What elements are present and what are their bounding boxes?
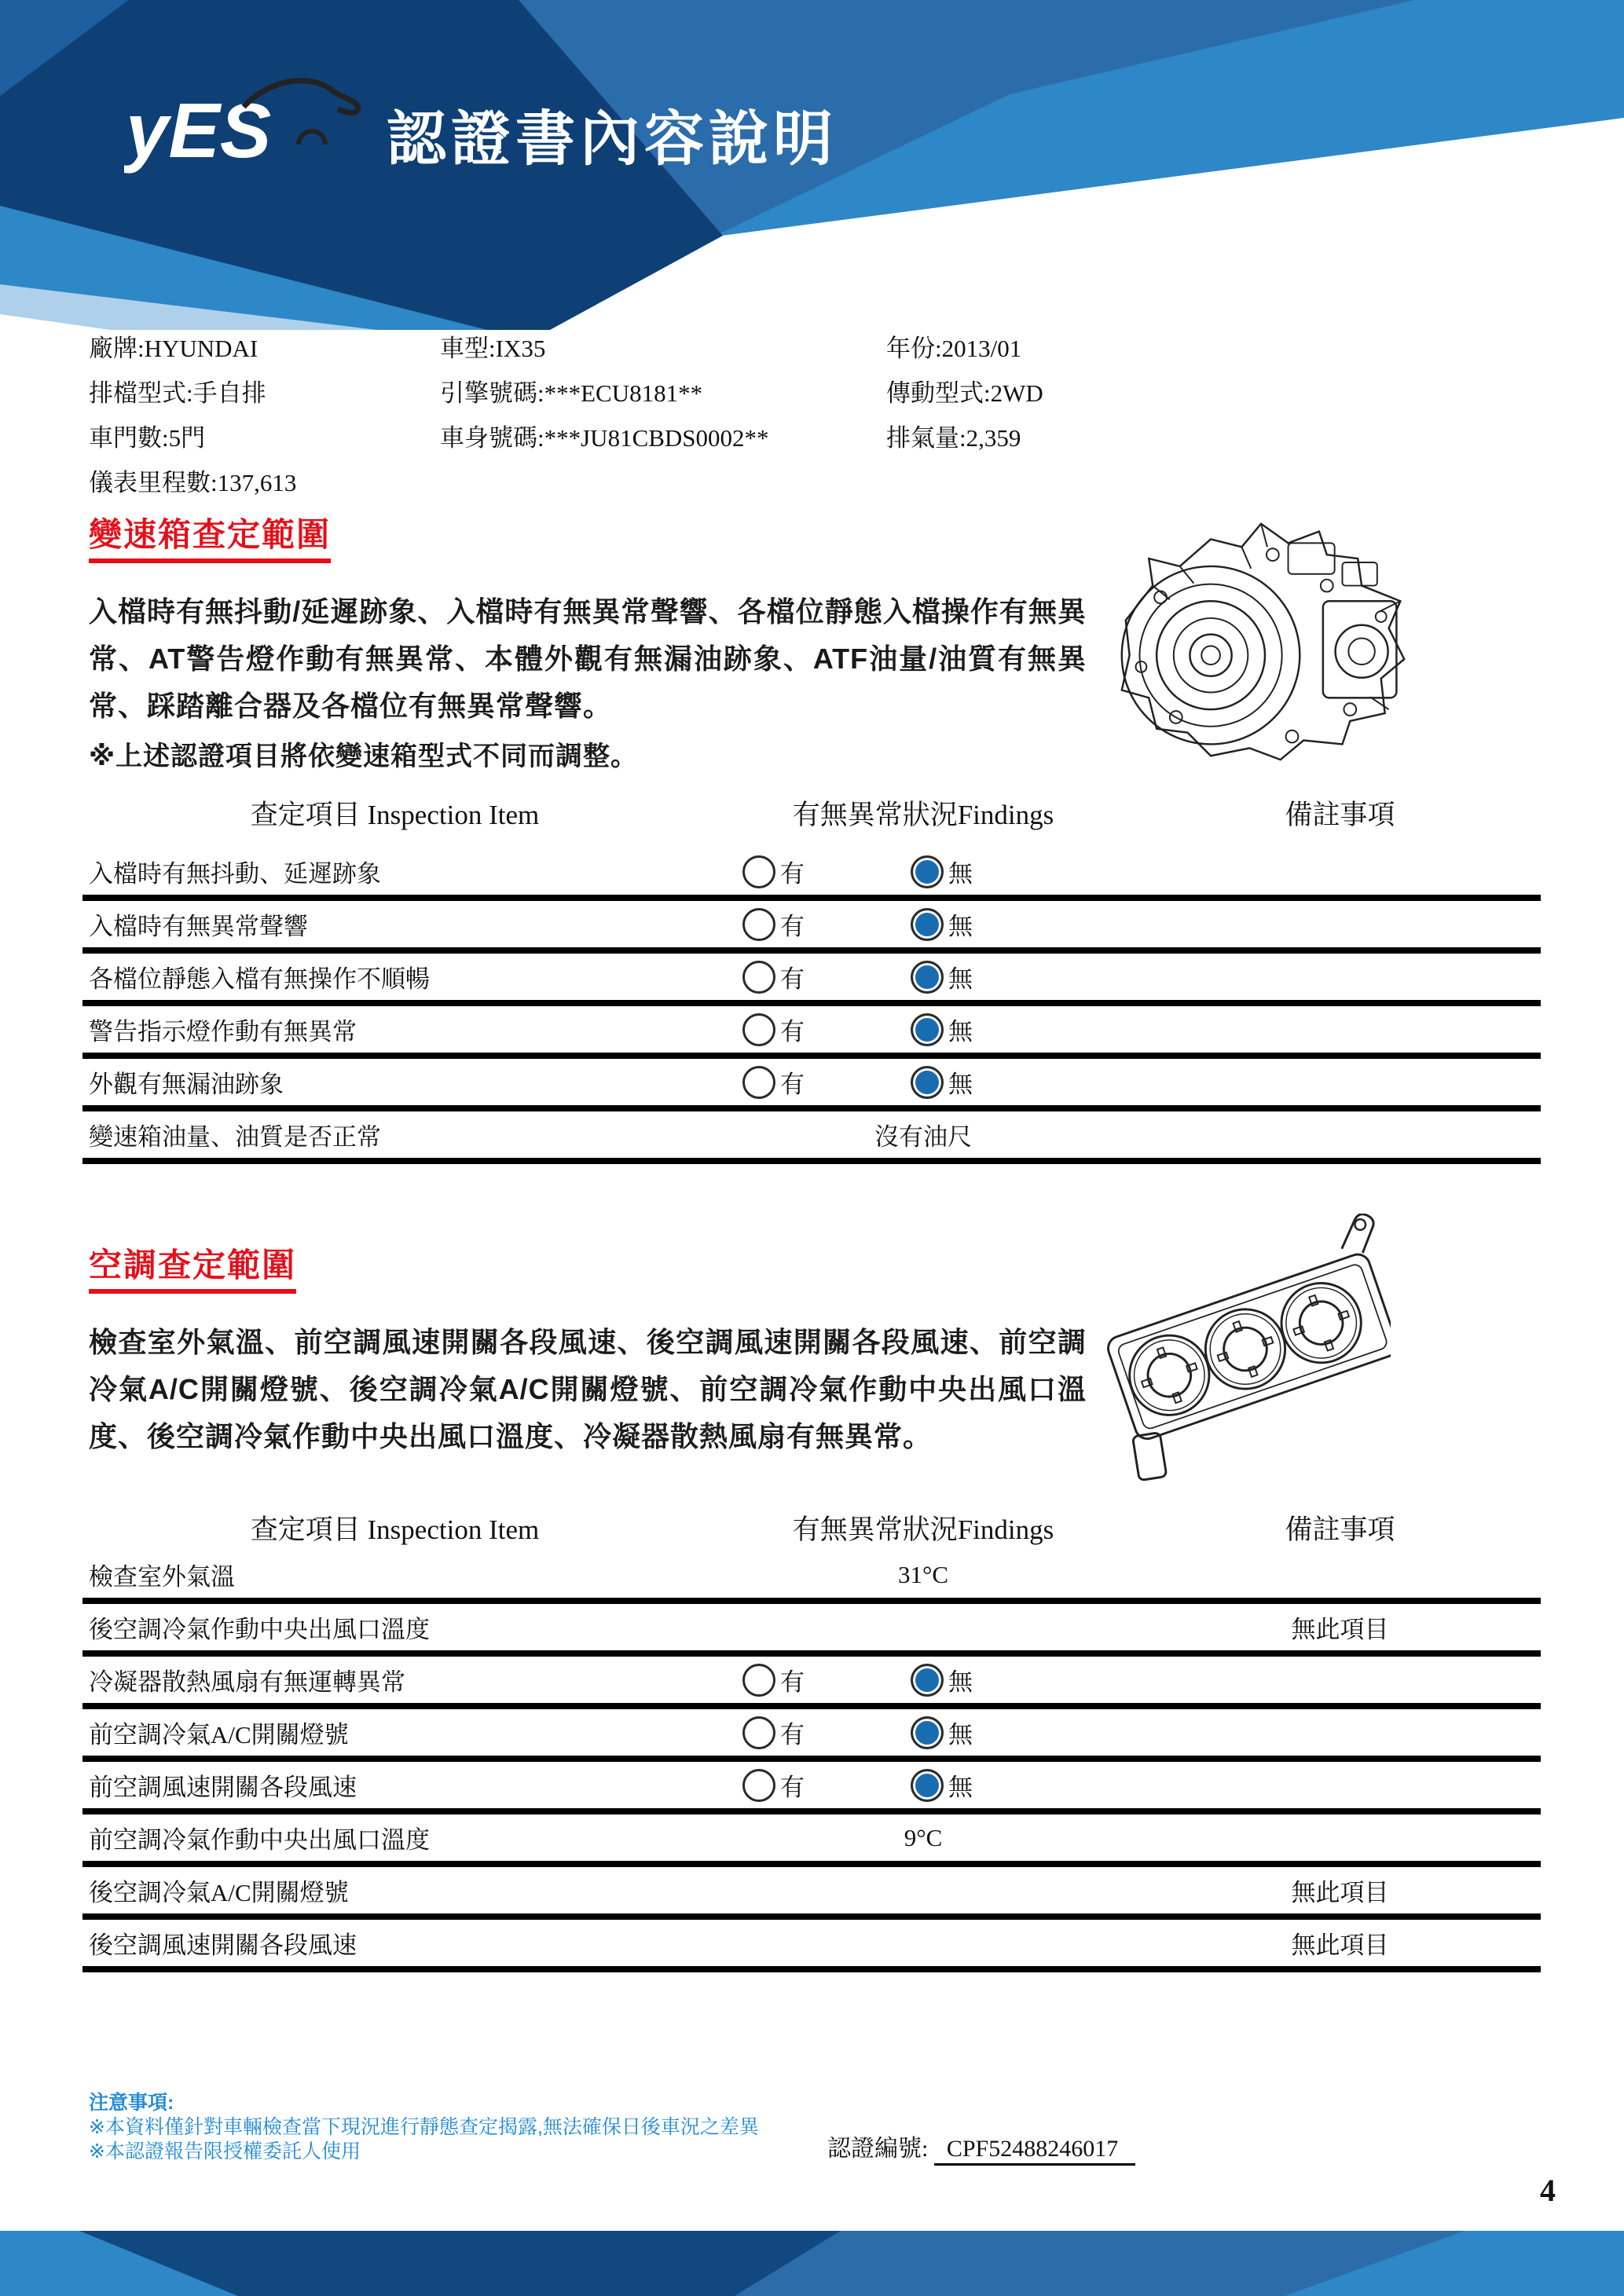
gearbox-type-field: 排檔型式:手自排 (89, 379, 266, 407)
inspection-item-label: 前空調冷氣A/C開關燈號 (89, 1721, 349, 1749)
ac-table (82, 1504, 1541, 1972)
header-findings: 有無異常狀況Findings (792, 1514, 1054, 1545)
inspection-item-label: 變速箱油量、油質是否正常 (89, 1123, 381, 1151)
inspection-item-label: 前空調風速開關各段風速 (89, 1774, 357, 1801)
drive-type-field: 傳動型式:2WD (886, 379, 1043, 407)
finding-value: 9°C (904, 1823, 943, 1851)
logo-text: yES (126, 87, 272, 174)
radio-selected-icon[interactable] (911, 1769, 944, 1802)
radio-option-no[interactable] (911, 906, 973, 942)
transmission-section-title: 變速箱查定範圍 (89, 509, 331, 563)
table-row (82, 1006, 1541, 1059)
certificate-number-line (827, 2129, 1135, 2163)
transmission-section-description: 入檔時有無抖動/延遲跡象、入檔時有無異常聲響、各檔位靜態入檔操作有無異常、AT警告燈作動有無異常、本體外觀有無漏油跡象、ATF油量/油質有無異常、踩踏離合器及各檔位有無異常聲響。 (89, 595, 1087, 722)
radio-yes-label: 有 (780, 965, 805, 993)
header-notes: 備註事項 (1285, 800, 1395, 830)
transmission-table (82, 778, 1541, 1164)
radio-no-label: 無 (948, 913, 973, 940)
radio-yes-label: 有 (780, 1774, 805, 1801)
radio-no-label: 無 (948, 1668, 973, 1696)
header-inspection-item: 查定項目 Inspection Item (250, 1514, 540, 1545)
radio-option-yes[interactable] (742, 959, 805, 994)
attention-notes (89, 2091, 759, 2164)
door-count-field: 車門數:5門 (89, 424, 206, 452)
vehicle-info-row (89, 368, 1550, 413)
inspection-item-label: 後空調冷氣A/C開關燈號 (89, 1879, 349, 1906)
ac-control-panel-illustration (1100, 1214, 1391, 1485)
header-findings: 有無異常狀況Findings (792, 800, 1054, 830)
vin-field: 車身號碼:***JU81CBDS0002** (440, 424, 769, 452)
radio-selected-icon[interactable] (911, 1664, 944, 1697)
radio-unselected-icon[interactable] (742, 1066, 775, 1099)
transmission-section-note: ※上述認證項目將依變速箱型式不同而調整。 (89, 742, 639, 771)
attention-notes-title: 注意事項: (89, 2092, 174, 2114)
vehicle-info-row (89, 413, 1550, 458)
vehicle-info (89, 324, 1550, 503)
radio-unselected-icon[interactable] (742, 855, 775, 888)
radio-yes-label: 有 (780, 1721, 805, 1749)
table-header-row (82, 1504, 1541, 1551)
table-row (82, 1657, 1541, 1709)
model-field: 車型:IX35 (440, 335, 546, 362)
inspection-item-label: 入檔時有無異常聲響 (89, 913, 308, 940)
table-row (82, 954, 1541, 1006)
inspection-item-label: 前空調冷氣作動中央出風口溫度 (89, 1826, 430, 1854)
note-value: 無此項目 (1291, 1879, 1389, 1906)
radio-option-no[interactable] (911, 854, 973, 889)
radio-unselected-icon[interactable] (742, 908, 775, 941)
finding-value: 沒有油尺 (874, 1123, 972, 1151)
ac-section (89, 1240, 1087, 1460)
radio-no-label: 無 (948, 1721, 973, 1749)
inspection-item-label: 各檔位靜態入檔有無操作不順暢 (89, 965, 430, 993)
radio-no-label: 無 (948, 1774, 973, 1801)
table-row (82, 1867, 1541, 1920)
table-row (82, 1920, 1541, 1972)
brand-field: 廠牌:HYUNDAI (89, 335, 258, 362)
radio-option-no[interactable] (911, 959, 973, 994)
radio-no-label: 無 (948, 860, 973, 888)
ac-section-description: 檢查室外氣溫、前空調風速開關各段風速、後空調風速開關各段風速、前空調冷氣A/C開關燈號、後空調冷氣A/C開關燈號、前空調冷氣作動中央出風口溫度、後空調冷氣作動中央出風口溫度、冷凝器散熱風扇有無異常。 (89, 1326, 1087, 1452)
transmission-illustration (1092, 512, 1438, 767)
inspection-item-label: 入檔時有無抖動、延遲跡象 (89, 860, 381, 888)
radio-yes-label: 有 (780, 1668, 805, 1696)
radio-no-label: 無 (948, 965, 973, 993)
radio-unselected-icon[interactable] (742, 961, 775, 994)
radio-option-yes[interactable] (742, 1715, 805, 1750)
inspection-item-label: 檢查室外氣溫 (89, 1563, 235, 1591)
attention-note-line: ※本資料僅針對車輛檢查當下現況進行靜態查定揭露,無法確保日後車況之差異 (89, 2116, 759, 2138)
radio-option-yes[interactable] (742, 1012, 805, 1047)
page-title: 認證書內容說明 (387, 106, 838, 173)
ac-section-title: 空調查定範圍 (89, 1240, 296, 1294)
note-value: 無此項目 (1291, 1932, 1389, 1959)
certificate-number-value: CPF52488246017 (934, 2136, 1135, 2166)
radio-unselected-icon[interactable] (742, 1664, 775, 1697)
radio-option-yes[interactable] (742, 1662, 805, 1697)
table-row (82, 848, 1541, 901)
bottom-banner (0, 2231, 1624, 2296)
radio-option-no[interactable] (911, 1012, 973, 1047)
table-row (82, 1551, 1541, 1604)
top-banner (0, 0, 1624, 330)
radio-selected-icon[interactable] (911, 961, 944, 994)
transmission-section (89, 509, 1087, 773)
radio-selected-icon[interactable] (911, 908, 944, 941)
note-value: 無此項目 (1291, 1616, 1389, 1643)
radio-option-yes[interactable] (742, 854, 805, 889)
finding-value: 31°C (897, 1560, 949, 1588)
inspection-item-label: 後空調冷氣作動中央出風口溫度 (89, 1616, 430, 1643)
radio-option-yes[interactable] (742, 1767, 805, 1803)
attention-note-line: ※本認證報告限授權委託人使用 (89, 2140, 361, 2162)
radio-yes-label: 有 (780, 1071, 805, 1098)
radio-selected-icon[interactable] (911, 1013, 944, 1046)
radio-yes-label: 有 (780, 860, 805, 888)
radio-unselected-icon[interactable] (742, 1013, 775, 1046)
radio-no-label: 無 (948, 1071, 973, 1098)
vehicle-info-row (89, 458, 1550, 503)
engine-number-field: 引擎號碼:***ECU8181** (440, 379, 703, 407)
radio-option-no[interactable] (911, 1715, 973, 1750)
radio-option-yes[interactable] (742, 906, 805, 942)
radio-yes-label: 有 (780, 1018, 805, 1045)
inspection-item-label: 外觀有無漏油跡象 (89, 1071, 284, 1098)
header-notes: 備註事項 (1285, 1514, 1395, 1545)
table-header-row (82, 778, 1541, 848)
inspection-item-label: 冷凝器散熱風扇有無運轉異常 (89, 1668, 405, 1696)
yes-car-logo-icon (124, 69, 376, 183)
table-row (82, 1059, 1541, 1111)
header-inspection-item: 查定項目 Inspection Item (250, 800, 540, 830)
radio-option-yes[interactable] (742, 1064, 805, 1100)
vehicle-info-row (89, 324, 1550, 368)
table-row (82, 1604, 1541, 1657)
radio-selected-icon[interactable] (911, 1066, 944, 1099)
certificate-number-label: 認證編號: (827, 2136, 929, 2162)
radio-selected-icon[interactable] (911, 1716, 944, 1749)
radio-unselected-icon[interactable] (742, 1716, 775, 1749)
radio-yes-label: 有 (780, 913, 805, 940)
table-row (82, 1814, 1541, 1867)
radio-option-no[interactable] (911, 1064, 973, 1100)
table-row (82, 1709, 1541, 1762)
table-row (82, 1762, 1541, 1814)
page-number: 4 (1540, 2173, 1556, 2208)
inspection-item-label: 後空調風速開關各段風速 (89, 1932, 357, 1959)
inspection-item-label: 警告指示燈作動有無異常 (89, 1018, 357, 1045)
radio-option-no[interactable] (911, 1662, 973, 1697)
mileage-field: 儀表里程數:137,613 (89, 469, 297, 496)
table-row (82, 901, 1541, 954)
radio-no-label: 無 (948, 1018, 973, 1045)
year-field: 年份:2013/01 (886, 335, 1022, 362)
radio-unselected-icon[interactable] (742, 1769, 775, 1802)
displacement-field: 排氣量:2,359 (886, 424, 1021, 452)
radio-option-no[interactable] (911, 1767, 973, 1803)
table-row (82, 1111, 1541, 1164)
radio-selected-icon[interactable] (911, 855, 944, 888)
